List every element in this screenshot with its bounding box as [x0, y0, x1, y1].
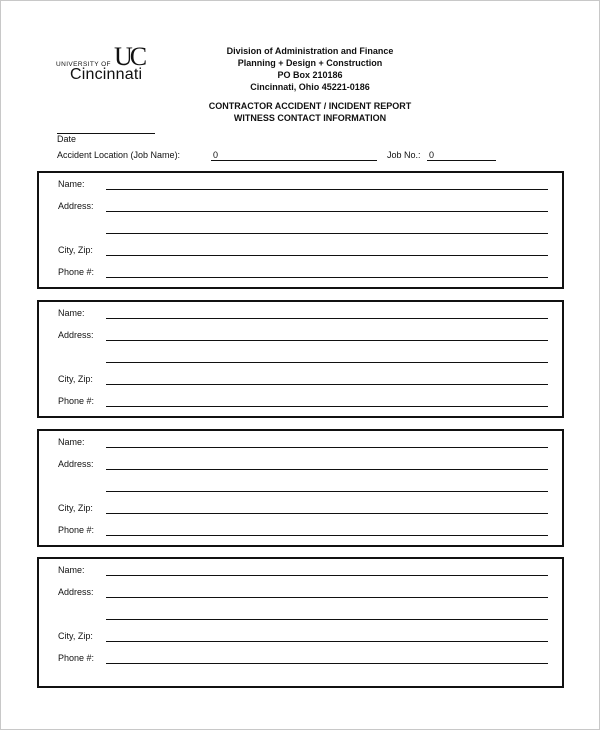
- address-label: Address:: [58, 587, 94, 597]
- logo-university-of: UNIVERSITY OF: [56, 61, 111, 68]
- city-zip-label: City, Zip:: [58, 245, 93, 255]
- job-no-label: Job No.:: [387, 150, 421, 160]
- job-no-field[interactable]: [427, 160, 496, 161]
- header-line-planning: Planning + Design + Construction: [237, 58, 383, 68]
- date-label: Date: [57, 134, 77, 144]
- header-line-address: Cincinnati, Ohio 45221-0186: [250, 82, 370, 92]
- phone-field[interactable]: [106, 406, 548, 407]
- city-zip-field[interactable]: [106, 641, 548, 642]
- report-title-line2: WITNESS CONTACT INFORMATION: [233, 113, 387, 123]
- witness-box-2: [37, 300, 564, 418]
- city-zip-label: City, Zip:: [58, 503, 93, 513]
- city-zip-field[interactable]: [106, 513, 548, 514]
- city-zip-label: City, Zip:: [58, 631, 93, 641]
- address-field-line2[interactable]: [106, 233, 548, 234]
- address-field-line2[interactable]: [106, 491, 548, 492]
- city-zip-field[interactable]: [106, 384, 548, 385]
- address-field-line1[interactable]: [106, 469, 548, 470]
- address-field-line2[interactable]: [106, 362, 548, 363]
- uc-logo-mark: UC: [114, 42, 145, 71]
- phone-field[interactable]: [106, 663, 548, 664]
- accident-location-label: Accident Location (Job Name):: [57, 150, 181, 160]
- address-label: Address:: [58, 201, 94, 211]
- header-line-division: Division of Administration and Finance: [226, 46, 394, 56]
- accident-location-field[interactable]: [211, 160, 377, 161]
- phone-label: Phone #:: [58, 653, 95, 663]
- address-field-line1[interactable]: [106, 211, 548, 212]
- name-field[interactable]: [106, 318, 548, 319]
- phone-label: Phone #:: [58, 525, 95, 535]
- phone-field[interactable]: [106, 535, 548, 536]
- name-label: Name:: [58, 565, 85, 575]
- name-label: Name:: [58, 437, 85, 447]
- name-field[interactable]: [106, 575, 548, 576]
- witness-box-4: [37, 557, 564, 688]
- university-logo: [56, 44, 166, 86]
- address-field-line1[interactable]: [106, 340, 548, 341]
- accident-location-value: 0: [213, 150, 219, 160]
- report-title-line1: CONTRACTOR ACCIDENT / INCIDENT REPORT: [208, 101, 412, 111]
- name-field[interactable]: [106, 189, 548, 190]
- phone-field[interactable]: [106, 277, 548, 278]
- witness-box-1: [37, 171, 564, 289]
- name-field[interactable]: [106, 447, 548, 448]
- logo-name: Cincinnati: [70, 66, 143, 83]
- address-field-line1[interactable]: [106, 597, 548, 598]
- address-label: Address:: [58, 459, 94, 469]
- phone-label: Phone #:: [58, 396, 95, 406]
- witness-box-3: [37, 429, 564, 547]
- address-field-line2[interactable]: [106, 619, 548, 620]
- address-label: Address:: [58, 330, 94, 340]
- department-header: [200, 45, 420, 93]
- city-zip-label: City, Zip:: [58, 374, 93, 384]
- phone-label: Phone #:: [58, 267, 95, 277]
- header-line-po-box: PO Box 210186: [277, 70, 343, 80]
- report-title: [160, 100, 460, 124]
- name-label: Name:: [58, 308, 85, 318]
- name-label: Name:: [58, 179, 85, 189]
- job-no-value: 0: [429, 150, 435, 160]
- city-zip-field[interactable]: [106, 255, 548, 256]
